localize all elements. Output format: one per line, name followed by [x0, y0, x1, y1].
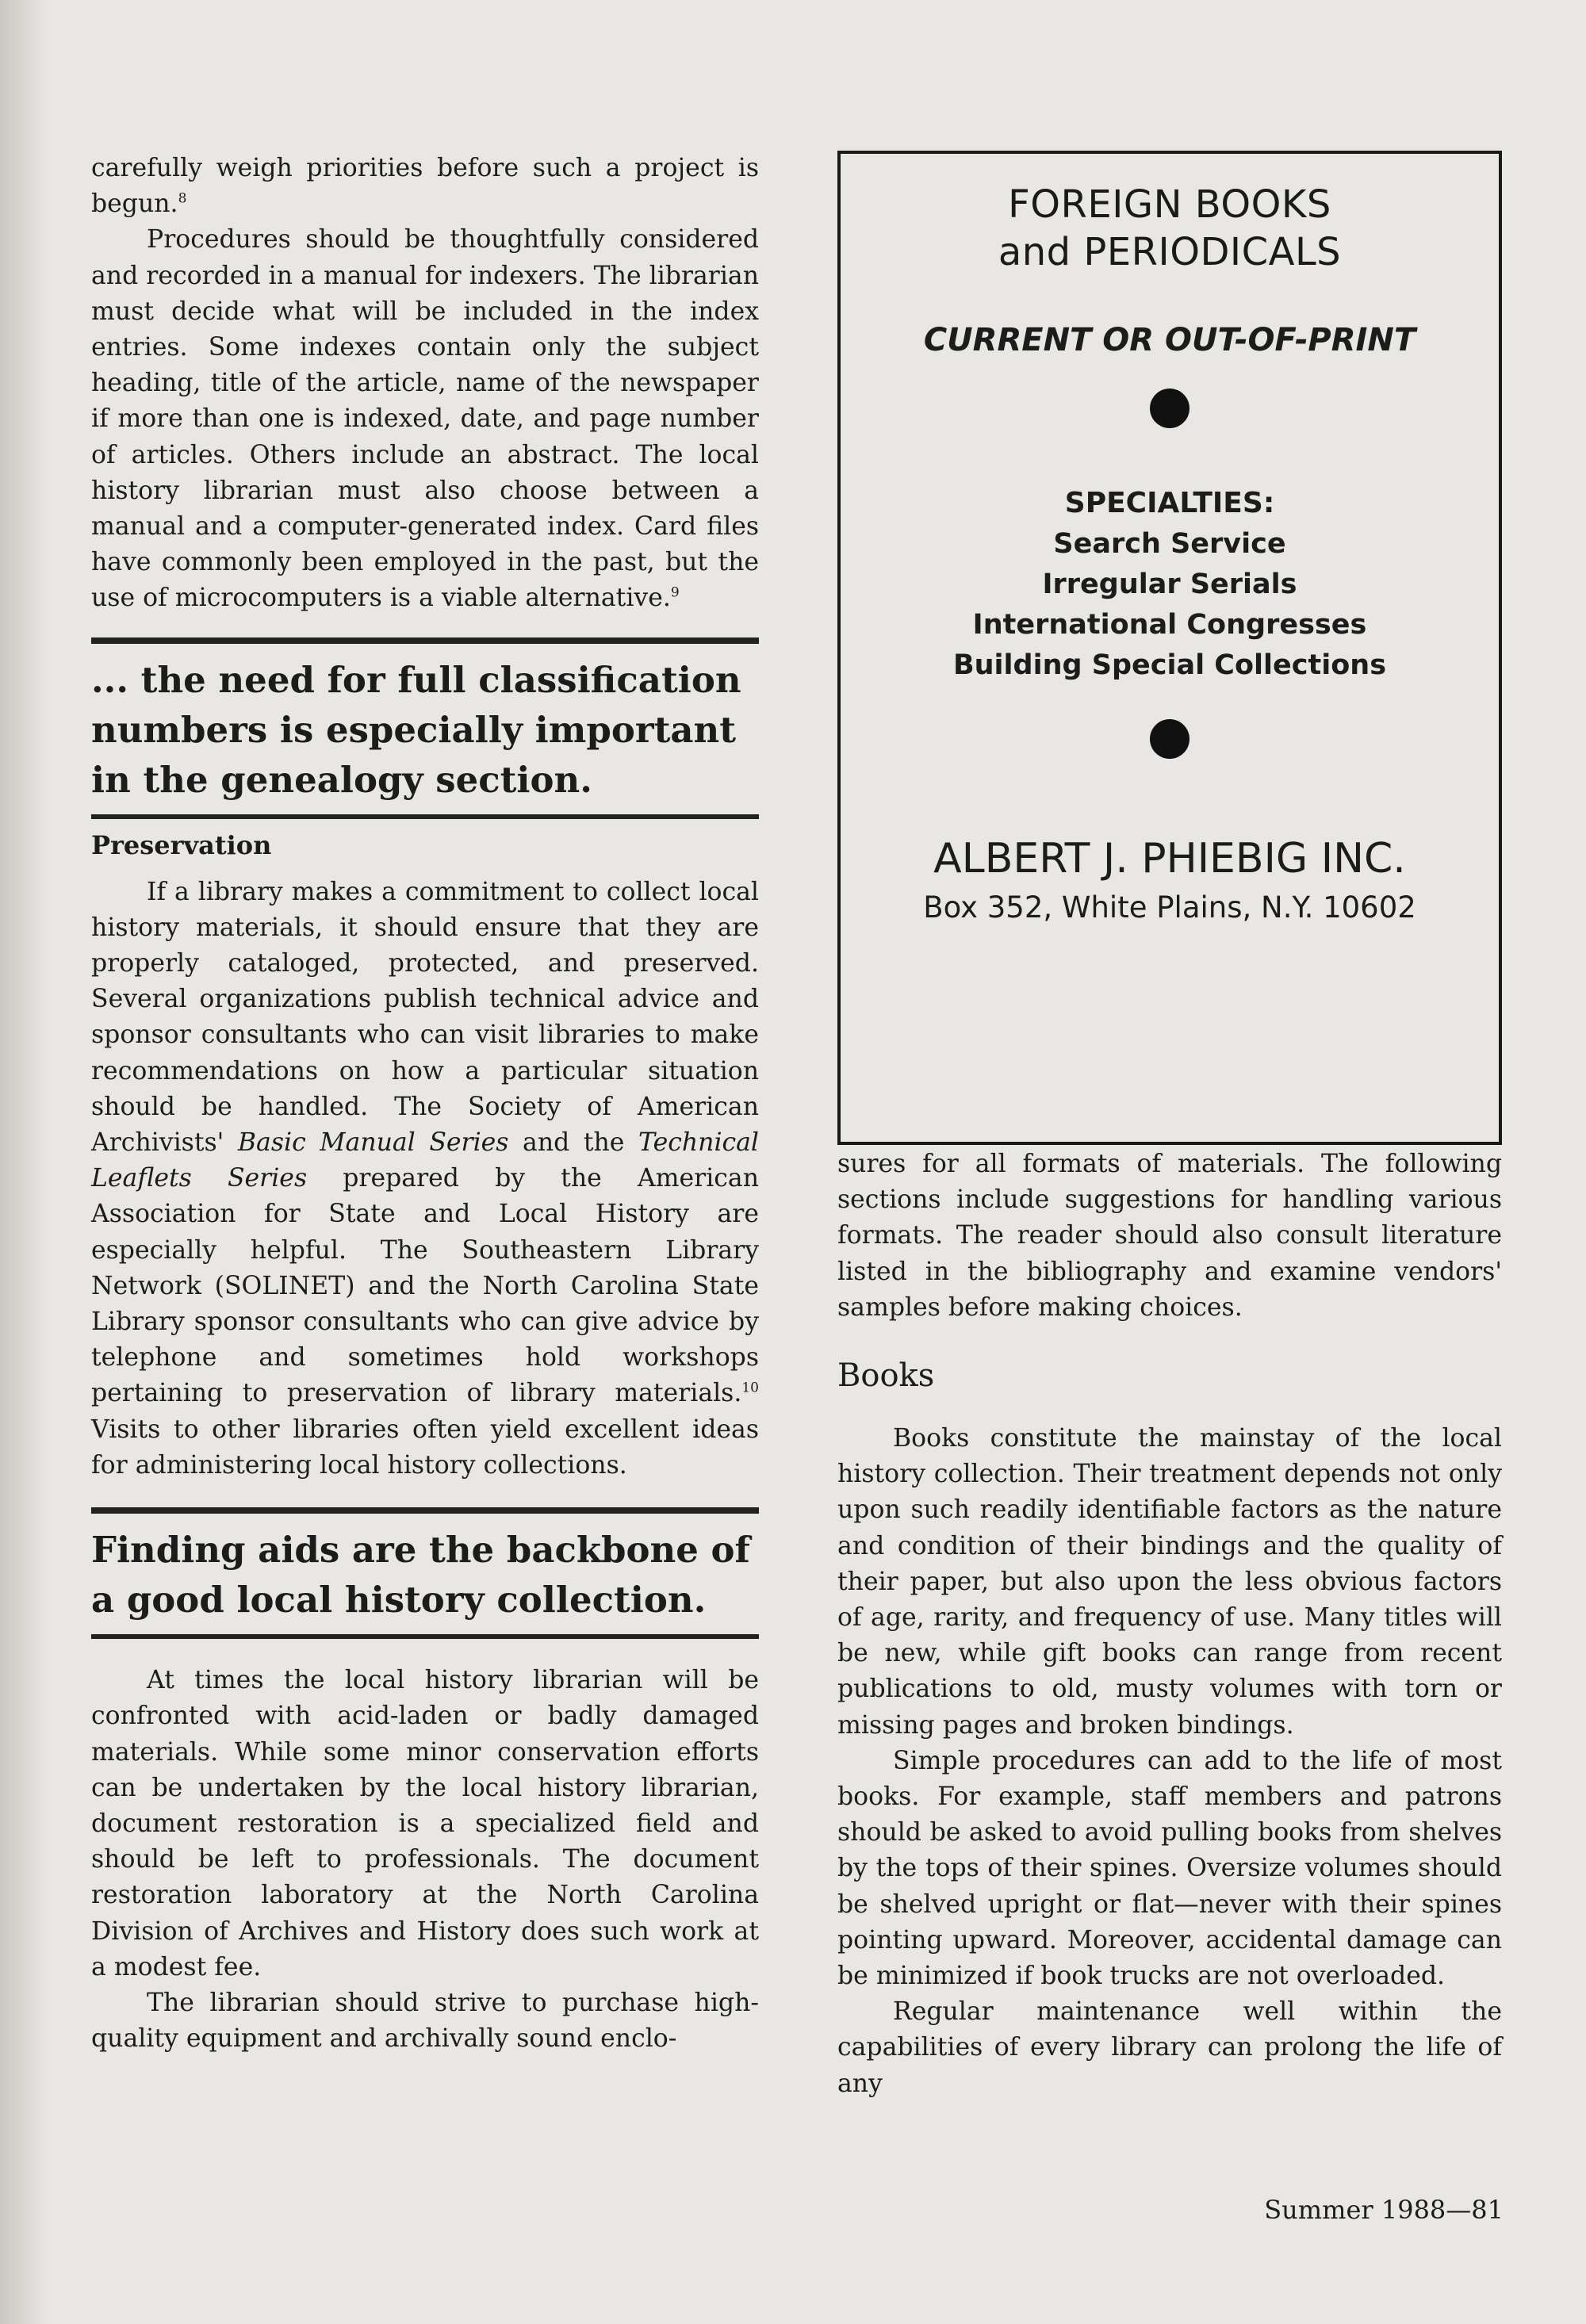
paragraph: If a library makes a commitment to collect local history materials, it should ensure that they are properly cataloged, protected, and preserved. Several organizations publish technical advice and sponsor consultants who can visit libraries to make recommendations on how a particular situation should be handled. The Society of American Archivists' Basic Manual Series and the Technical Leaflets Series prepared by the American Association for State and Local History are especially helpful. The Southeastern Library Network (SOLINET) and the North Carolina State Library sponsor consultants who can give advice by telephone and sometimes hold workshops pertaining to preservation of library materials.$^{10}$ Visits to other libraries often yield excellent ideas for administering local history collections.: [91, 877, 760, 1480]
ad-specialties-heading: SPECIALTIES:: [1064, 487, 1275, 519]
right-column: [837, 151, 1502, 2102]
paragraph: Books constitute the mainstay of the local history collection. Their treatment depends not only upon such readily identifiable factors as the nature and condition of their bindings and the quality of their paper, but also upon the less obvious factors of age, rarity, and frequency of use. Many titles will be new, while gift books can range from recent publications to old, musty volumes with torn or missing pages and broken bindings.: [837, 1424, 1502, 1740]
bullet-dot-icon: [1150, 389, 1190, 428]
advertisement-box: [837, 151, 1502, 1145]
list-item: International Congresses: [972, 609, 1367, 641]
footnote-ref: 9: [670, 584, 680, 601]
pull-quote-text: ... the need for full classification numbers is especially important in the genealogy section.: [91, 658, 741, 801]
paragraph: Procedures should be thoughtfully considered and recorded in a manual for indexers. The librarian must decide what will be included in the index entries. Some indexes contain only the subject heading, title of the article, name of the newspaper if more than one is indexed, date, and page number of articles. Others include an abstract. The local history librarian must also choose between a manual and a computer-generated index. Card files have commonly been employed in the past, but the use of microcomputers is a viable alternative.$^9$: [91, 225, 759, 613]
ad-address: Box 352, White Plains, N.Y. 10602: [923, 890, 1416, 925]
section-heading-books: Books: [837, 1357, 935, 1395]
list-item: Building Special Collections: [952, 649, 1387, 681]
section-heading-preservation: Preservation: [91, 829, 272, 860]
paragraph: Regular maintenance well within the capabilities of every library can prolong the life of any: [837, 1997, 1502, 2098]
paragraph: carefully weigh priorities before such a project is begun.$^8$: [91, 154, 759, 219]
paragraph: At times the local history librarian will be confronted with acid-laden or badly damaged materials. While some minor conservation efforts can be undertaken by the local history librarian, document restoration is a specialized field and should be left to professionals. The document restoration laboratory at the North Carolina Division of Archives and History does such work at a modest fee.: [91, 1666, 759, 1981]
list-item: Irregular Serials: [1042, 569, 1297, 600]
page-footer: Summer 1988—81: [1264, 2195, 1504, 2225]
paragraph: sures for all formats of materials. The following sections include suggestions for handling various formats. The reader should also consult literature listed in the bibliography and examine vendors' samples before making choices.: [837, 1150, 1502, 1322]
ad-subtitle: CURRENT OR OUT-OF-PRINT: [923, 322, 1416, 358]
footnote-ref: 8: [178, 190, 187, 207]
ad-title: FOREIGN BOOKS and PERIODICALS: [998, 182, 1342, 274]
paragraph: Simple procedures can add to the life of most books. For example, staff members and patrons should be asked to avoid pulling books from shelves by the tops of their spines. Oversize volumes should be shelved upright or flat—never with their spines pointing upward. Moreover, accidental damage can be minimized if book trucks are not overloaded.: [837, 1746, 1502, 1991]
footnote-ref: 10: [741, 1380, 759, 1396]
page-edge-shadow: [0, 0, 48, 2324]
pull-quote: [91, 637, 759, 819]
ad-specialties-list: [841, 524, 1499, 686]
pull-quote-text: Finding aids are the backbone of a good local history collection.: [91, 1529, 750, 1621]
left-column: [91, 151, 759, 2057]
publication-title: Technical Leaflets Series: [91, 1128, 760, 1193]
publication-title: Basic Manual Series: [237, 1128, 509, 1158]
ad-company-name: ALBERT J. PHIEBIG INC.: [933, 835, 1406, 883]
bullet-dot-icon: [1150, 719, 1190, 759]
pull-quote: [91, 1507, 759, 1639]
list-item: Search Service: [1053, 528, 1286, 560]
paragraph: The librarian should strive to purchase high-quality equipment and archivally sound enclo-: [91, 1988, 759, 2054]
